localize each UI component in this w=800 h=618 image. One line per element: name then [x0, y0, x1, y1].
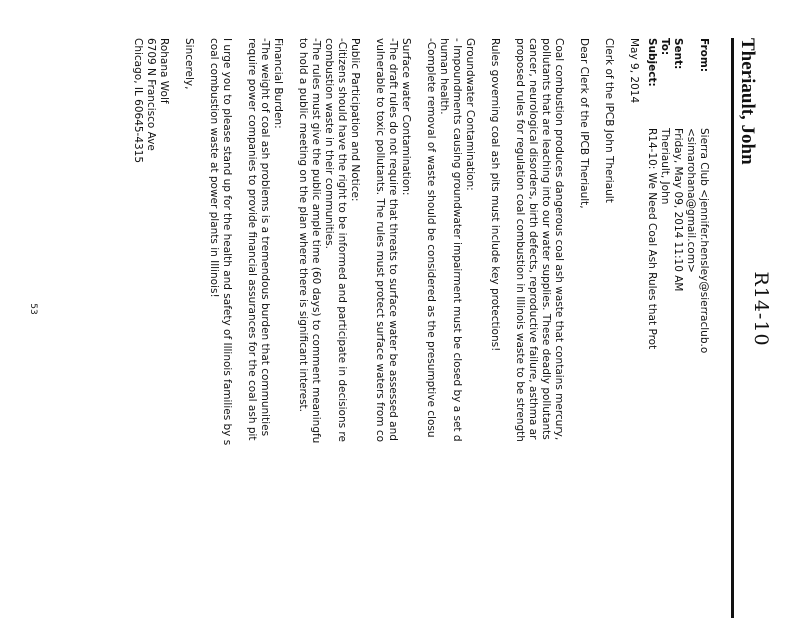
paragraph-gap — [476, 38, 488, 618]
header-row — [671, 38, 684, 618]
body-line: -The weight of coal ash problems is a tremendous burden that communities — [259, 38, 271, 437]
paragraph-gap — [412, 38, 424, 618]
body-line: 6709 N Francisco Ave — [145, 38, 157, 151]
body-line: Financial Burden: — [272, 38, 284, 129]
body-line: pollutants that are leaching into our water supplies. These deadly pollutants — [540, 38, 552, 440]
body-line: to hold a public meeting on the plan where there is significant interest. — [297, 38, 309, 413]
body-line: proposed rules for regulation coal combustion in Illinois waste to be strength — [514, 38, 526, 442]
body-line: Coal combustion produces dangerous coal ash waste that contains mercury, — [553, 38, 565, 441]
body-line: Rohana Wolf — [158, 38, 170, 104]
paragraph-gap — [170, 38, 182, 618]
paragraph-gap — [361, 38, 373, 618]
header-row — [645, 38, 658, 618]
body-line: -The draft rules do not require that threats to surface water be assessed and — [387, 38, 399, 441]
body-line: -Complete removal of waste should be considered as the presumptive closu — [425, 38, 437, 438]
body-line: coal combustion waste at power plants in Illinois! — [208, 38, 220, 298]
body-line: Groundwater Contamination: — [464, 38, 476, 191]
body-line: Public Participation and Notice: — [349, 38, 361, 202]
header-value: Friday, May 09, 2014 11:10 AM — [672, 128, 684, 292]
body-line: Dear Clerk of the IPCB Theriault, — [578, 38, 590, 209]
paragraph-gap — [501, 38, 513, 618]
paragraph-gap — [565, 38, 577, 618]
sender-name: Theriault, John — [737, 38, 758, 165]
paragraph-gap — [284, 38, 296, 618]
header-row — [697, 38, 710, 618]
body-line: Chicago, IL 60645-4315 — [132, 38, 144, 164]
body-line: -Citizens should have the right to be informed and participate in decisions re — [336, 38, 348, 442]
body-line: Sincerely, — [183, 38, 195, 90]
body-line: Rules governing coal ash pits must include key protections! — [489, 38, 501, 352]
header-value[interactable]: Sierra Club <jennifer.hensley@sierraclub.o — [698, 128, 710, 354]
email-body — [131, 38, 640, 618]
body-line: Surface water Contamination: — [400, 38, 412, 196]
document-title: R14-10 — [750, 271, 772, 347]
body-line: require power companies to provide financial assurances for the coal ash pit — [246, 38, 258, 441]
header-label: From: — [698, 38, 710, 73]
header-label: Sent: — [672, 38, 684, 70]
email-header — [645, 38, 710, 618]
paragraph-gap — [233, 38, 245, 618]
paragraph-gap — [590, 38, 602, 618]
paragraph-gap — [195, 38, 207, 618]
header-label: To: — [659, 38, 671, 56]
header-divider — [731, 38, 734, 618]
header-value: R14-10: We Need Coal Ash Rules that Prot — [646, 128, 658, 350]
header-value: Theriault, John — [659, 128, 671, 205]
body-line: -The rules must give the public ample time (60 days) to comment meaningfu — [310, 38, 322, 444]
body-line: human health. — [438, 38, 450, 115]
body-line: Clerk of the IPCB John Theriault — [603, 38, 615, 203]
paragraph-gap — [615, 38, 627, 618]
body-line: cancer, neurological disorders, birth defects, reproductive failure, asthma ar — [527, 38, 539, 440]
header-row — [684, 38, 697, 618]
body-line: vulnerable to toxic pollutants. The rules must protect surface waters from co — [374, 38, 386, 443]
header-value[interactable]: <simarohana@gmail.com> — [685, 128, 697, 273]
body-line: I urge you to please stand up for the health and safety of Illinois families by s — [221, 38, 233, 446]
body-line: combustion waste in their communities. — [323, 38, 335, 249]
header-row — [658, 38, 671, 618]
header-label — [684, 38, 697, 128]
body-line: - Impoundments causing groundwater impairment must be closed by a set d — [451, 38, 463, 442]
body-line: May 9, 2014 — [628, 38, 640, 104]
header-label: Subject: — [646, 38, 658, 87]
page-number: 53 — [28, 303, 38, 315]
